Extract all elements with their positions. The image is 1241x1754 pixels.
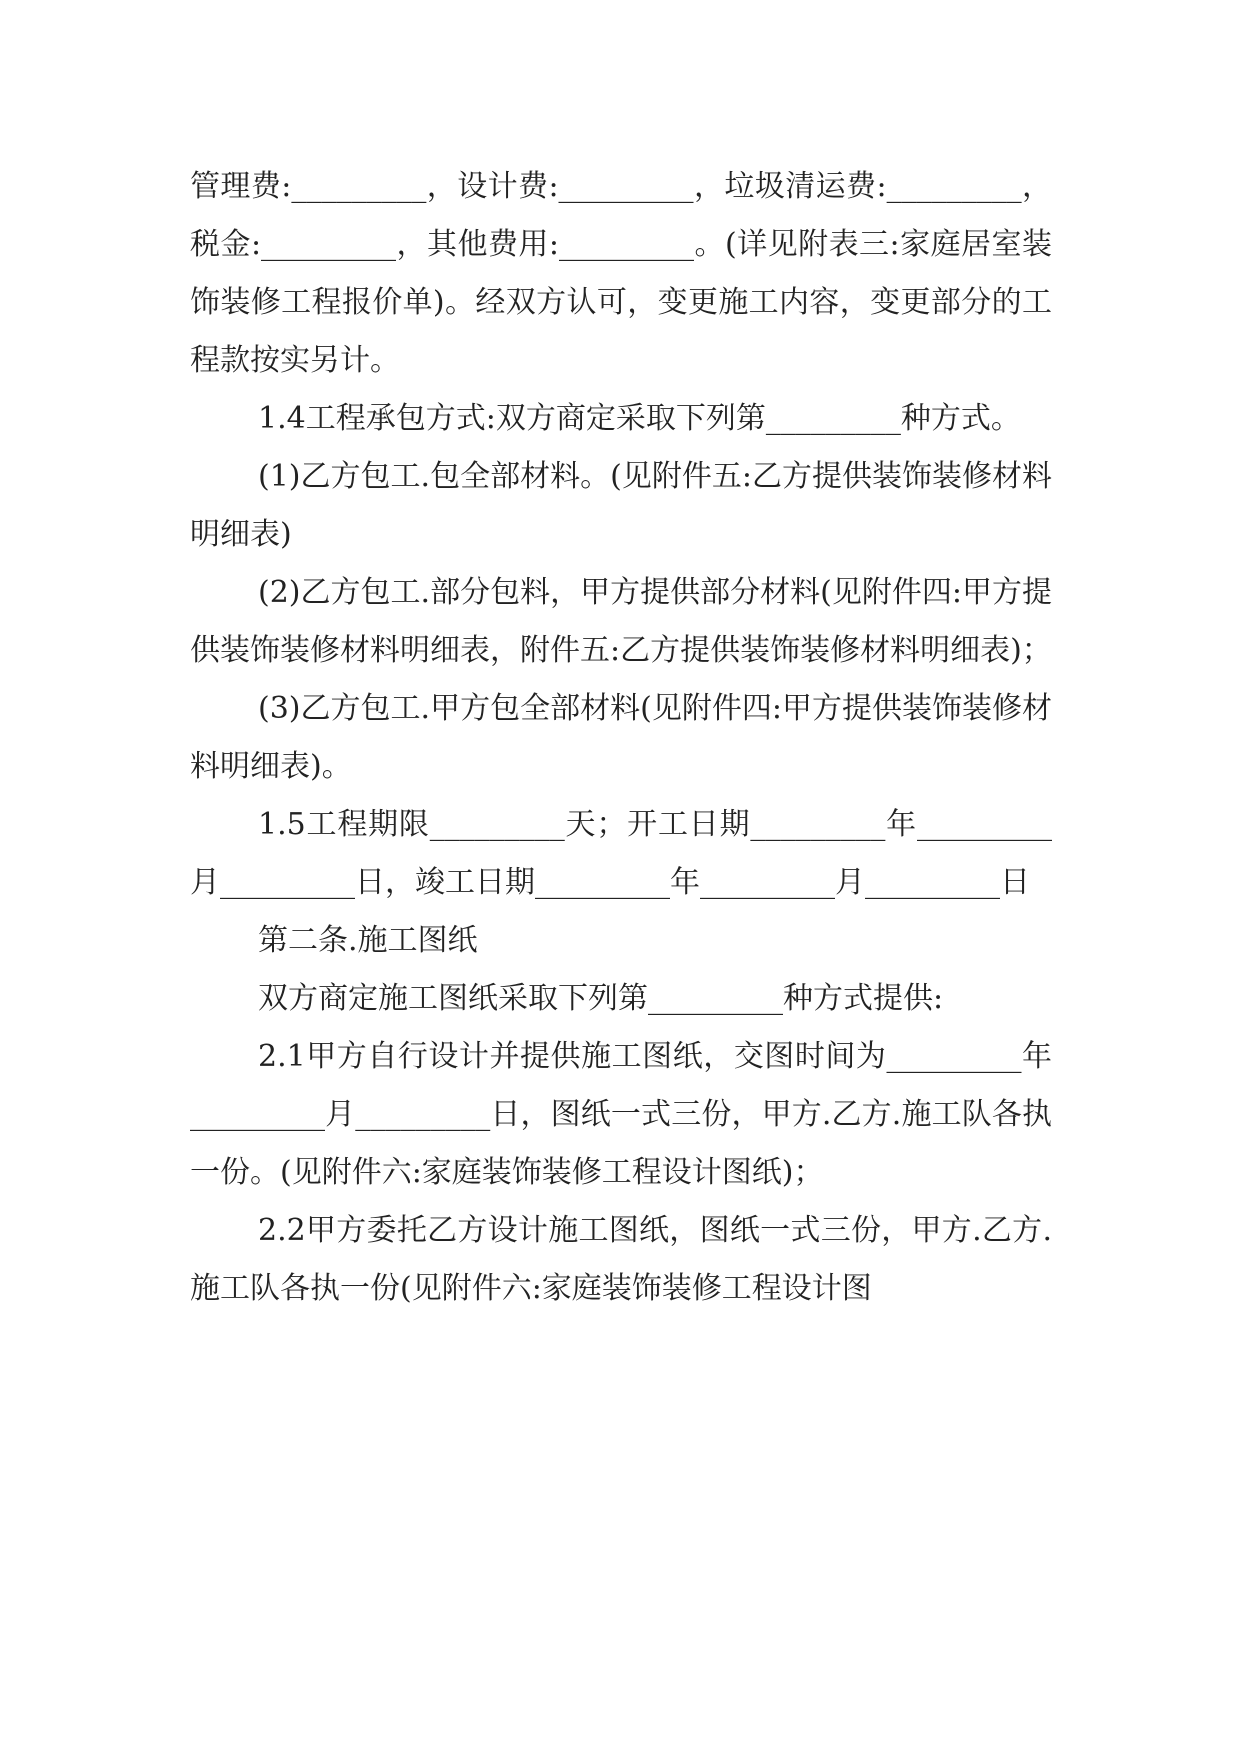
paragraph-contract-method: 1.4工程承包方式:双方商定采取下列第_________种方式。 bbox=[258, 401, 1021, 436]
paragraph-option-3: (3)乙方包工.甲方包全部材料(见附件四:甲方提供装饰装修材料明细表)。 bbox=[190, 691, 1052, 784]
paragraph-project-period: 1.5工程期限_________天；开工日期_________年_________月_________日，竣工日期_________年_________月_________日 bbox=[190, 807, 1052, 900]
document-body bbox=[190, 158, 1052, 1318]
paragraph-option-2: (2)乙方包工.部分包料，甲方提供部分材料(见附件四:甲方提供装饰装修材料明细表，附件五:乙方提供装饰装修材料明细表)； bbox=[190, 575, 1052, 668]
section-heading-drawings: 第二条.施工图纸 bbox=[258, 923, 478, 958]
paragraph-fees: 管理费:_________，设计费:_________，垃圾清运费:_________，税金:_________，其他费用:_________。(详见附表三:家庭居室装饰装修工程报价单)。经双方认可，变更施工内容，变更部分的工程款按实另计。 bbox=[190, 169, 1052, 378]
paragraph-clause-2-2: 2.2甲方委托乙方设计施工图纸，图纸一式三份，甲方.乙方.施工队各执一份(见附件六:家庭装饰装修工程设计图 bbox=[190, 1213, 1052, 1306]
paragraph-drawing-method: 双方商定施工图纸采取下列第_________种方式提供: bbox=[258, 981, 944, 1016]
paragraph-option-1: (1)乙方包工.包全部材料。(见附件五:乙方提供装饰装修材料明细表) bbox=[190, 459, 1052, 552]
paragraph-clause-2-1: 2.1甲方自行设计并提供施工图纸，交图时间为_________年_________月_________日，图纸一式三份，甲方.乙方.施工队各执一份。(见附件六:家庭装饰装修工程设计图纸)； bbox=[190, 1039, 1052, 1190]
